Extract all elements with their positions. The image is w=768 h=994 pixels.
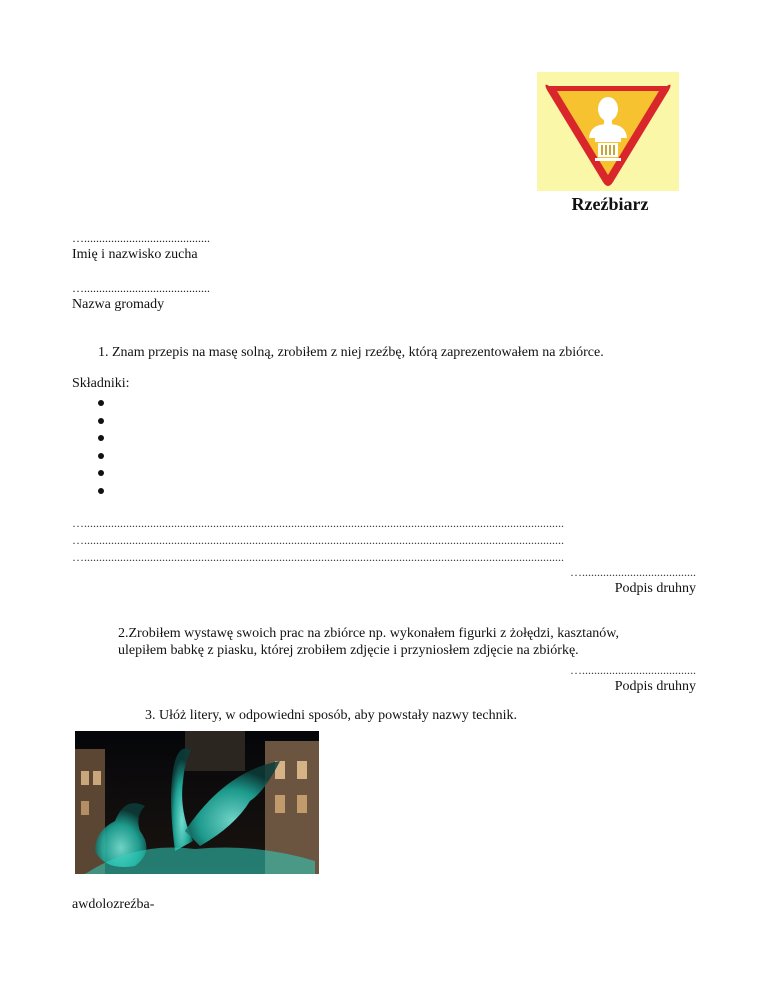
answer-line[interactable]: …................................................................................................................................................................ (72, 533, 564, 547)
badge-image (537, 72, 679, 191)
signature-1-label: Podpis druhny (614, 581, 696, 596)
badge-title: Rzeźbiarz (571, 194, 649, 214)
sculptor-badge-icon (537, 72, 679, 191)
ice-sculpture-photo (75, 731, 319, 874)
answer-line[interactable]: …................................................................................................................................................................ (72, 516, 564, 530)
group-field-label: Nazwa gromady (72, 297, 165, 312)
signature-2-label: Podpis druhny (614, 679, 696, 694)
task-3-text: 3. Ułóż litery, w odpowiedni sposób, aby powstały nazwy technik. (145, 708, 517, 723)
group-field-dots[interactable]: ….......................................... (72, 281, 210, 295)
scrambled-word: awdolozreźba- (72, 897, 155, 912)
name-field-dots[interactable]: ….......................................... (72, 231, 210, 245)
task-2-line-1: 2.Zrobiłem wystawę swoich prac na zbiórce np. wykonałem figurki z żołędzi, kasztanów, (118, 626, 619, 641)
signature-2-dots[interactable]: …...................................... (570, 663, 696, 677)
ice-swan-sculpture-icon (75, 731, 319, 874)
name-field-label: Imię i nazwisko zucha (72, 247, 198, 262)
answer-line[interactable]: …................................................................................................................................................................ (72, 550, 564, 564)
signature-1-dots[interactable]: …...................................... (570, 565, 696, 579)
ingredients-label: Składniki: (72, 376, 130, 391)
task-2-line-2: ulepiłem babkę z piasku, której zrobiłem zdjęcie i przyniosłem zdjęcie na zbiórkę. (118, 643, 579, 658)
task-1-text: 1. Znam przepis na masę solną, zrobiłem z niej rzeźbę, którą zaprezentowałem na zbiórce. (98, 345, 604, 360)
